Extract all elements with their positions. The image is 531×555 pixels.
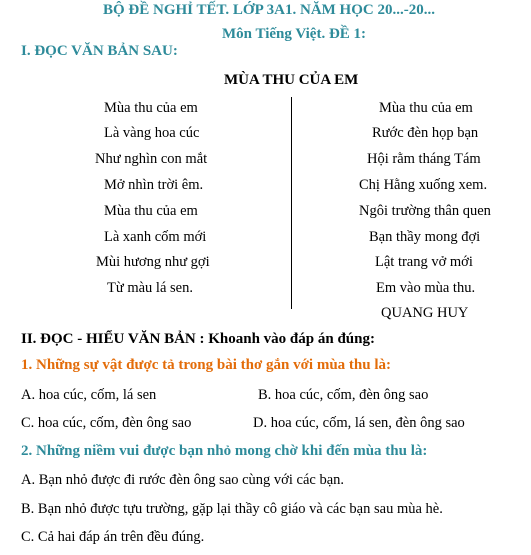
document-title: BỘ ĐỀ NGHỈ TẾT. LỚP 3A1. NĂM HỌC 20...-20... — [103, 2, 435, 18]
question-1-option-a[interactable]: A. hoa cúc, cốm, lá sen — [21, 387, 157, 403]
poem-line: Từ màu lá sen. — [107, 280, 193, 296]
question-2: 2. Những niềm vui được bạn nhỏ mong chờ khi đến mùa thu là: — [21, 443, 428, 459]
question-1-option-d[interactable]: D. hoa cúc, cốm, lá sen, đèn ông sao — [253, 415, 465, 431]
poem-author: QUANG HUY — [381, 305, 469, 321]
question-2-option-a[interactable]: A. Bạn nhỏ được đi rước đèn ông sao cùng với các bạn. — [21, 472, 345, 488]
poem-line: Mùa thu của em — [379, 100, 473, 116]
poem-line: Bạn thầy mong đợi — [369, 229, 481, 245]
question-1: 1. Những sự vật được tả trong bài thơ gắn với mùa thu là: — [21, 357, 392, 373]
poem-line: Rước đèn họp bạn — [372, 125, 479, 141]
poem-line: Mùi hương như gợi — [96, 254, 210, 270]
document-subtitle: Môn Tiếng Việt. ĐỀ 1: — [222, 26, 367, 42]
poem-line: Chị Hằng xuống xem. — [359, 177, 488, 193]
poem-line: Hội rằm tháng Tám — [367, 151, 481, 167]
poem-line: Như nghìn con mắt — [95, 151, 208, 167]
poem-line: Mở nhìn trời êm. — [104, 177, 204, 193]
poem-line: Mùa thu của em — [104, 100, 198, 116]
question-2-option-c[interactable]: C. Cả hai đáp án trên đều đúng. — [21, 529, 205, 545]
question-1-option-b[interactable]: B. hoa cúc, cốm, đèn ông sao — [258, 387, 429, 403]
poem-line: Là vàng hoa cúc — [104, 125, 200, 141]
section-2-heading: II. ĐỌC - HIỂU VĂN BẢN : Khoanh vào đáp án đúng: — [21, 331, 375, 347]
poem-column-divider — [291, 97, 292, 309]
poem-title: MÙA THU CỦA EM — [224, 72, 359, 88]
question-2-option-b[interactable]: B. Bạn nhỏ được tựu trường, gặp lại thầy cô giáo và các bạn sau mùa hè. — [21, 501, 443, 517]
poem-line: Em vào mùa thu. — [376, 280, 476, 296]
question-1-option-c[interactable]: C. hoa cúc, cốm, đèn ông sao — [21, 415, 192, 431]
section-1-heading: I. ĐỌC VĂN BẢN SAU: — [21, 43, 178, 59]
poem-line: Ngôi trường thân quen — [359, 203, 491, 219]
poem-line: Lật trang vở mới — [375, 254, 473, 270]
poem-line: Mùa thu của em — [104, 203, 198, 219]
poem-line: Là xanh cốm mới — [104, 229, 207, 245]
